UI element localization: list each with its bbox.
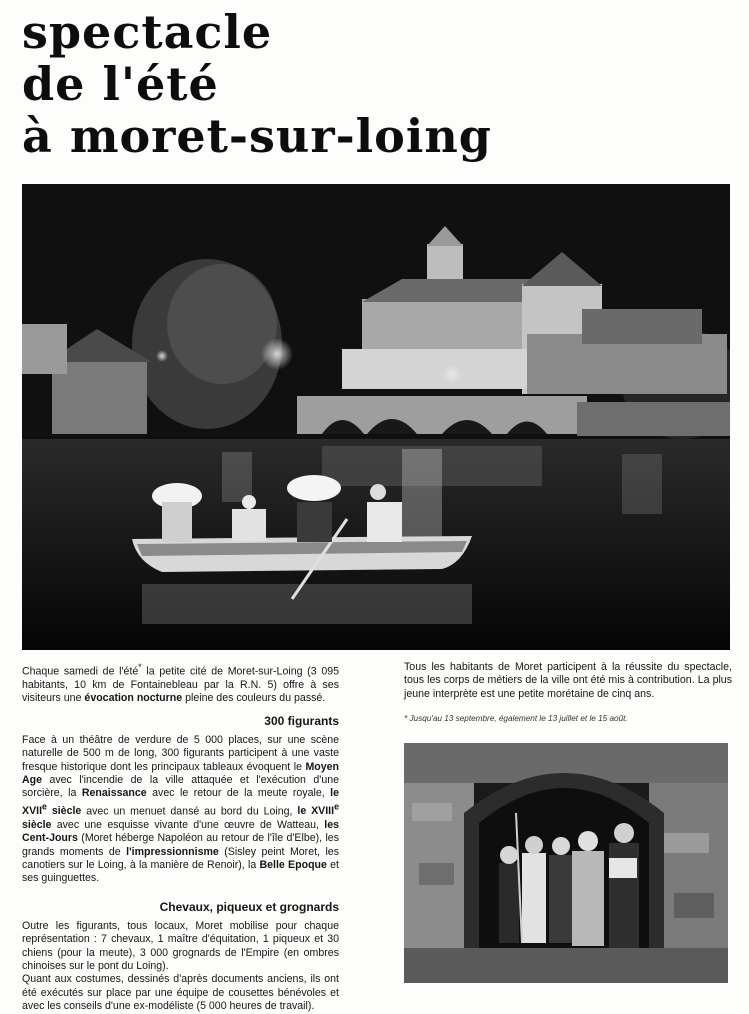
costumed-procession-photo-icon [404, 743, 728, 983]
night-boat-photo-icon [22, 184, 730, 650]
costumes-paragraph: Quant aux costumes, dessinés d'après documents anciens, ils ont été exécutés sur place par une équipe de cousettes bénévoles et avec les conseils d'une ex-modéliste (5 000 heures de travail). [22, 973, 339, 1013]
costumed-procession-photo [404, 743, 728, 983]
right-column [404, 661, 732, 724]
heading-figurants: 300 figurants [264, 713, 339, 728]
left-column [22, 661, 339, 1014]
title-line-2: de l'été [22, 57, 219, 111]
chevaux-paragraph: Outre les figurants, tous locaux, Moret mobilise pour chaque représentation : 7 chevaux, 1 maître d'équitation, 1 piqueux et 30 chiens (pour la meute), 3 000 grognards de l'Empire (en ombres chinoises sur le pont du Loing). [22, 919, 339, 972]
habitants-paragraph: Tous les habitants de Moret participent à la réussite du spectacle, tous les corps de métiers de la ville ont été mis à contribution. La plus jeune interprète est une petite morétaine de cinq ans. [404, 661, 732, 700]
title-line-1: spectacle [22, 5, 273, 59]
night-boat-photo [22, 184, 730, 650]
heading-chevaux: Chevaux, piqueux et grognards [159, 899, 339, 914]
figurants-paragraph: Face à un théâtre de verdure de 5 000 places, sur une scène naturelle de 500 m de long, 300 figurants participent à une vaste fresque historique dont les principaux tableaux évoquent le Moyen Age avec l'incendie de la ville attaquée et l'exécution d'une sorcière, la Renaissance avec le retour de la meute royale, le XVIIe siècle avec un menuet dansé au bord du Loing, le XVIIIe siècle avec une esquisse vivante d'une œuvre de Watteau, les Cent-Jours (Moret héberge Napoléon au retour de l'île d'Elbe), les grands moments de l'impressionnisme (Sisley peint Moret, les canotiers sur le Loing, à la manière de Renoir), la Belle Epoque et ses guinguettes. [22, 733, 339, 885]
title-line-3: à moret-sur-loing [22, 109, 492, 163]
article-title [22, 6, 492, 162]
footnote: * Jusqu'au 13 septembre, également le 13 juillet et le 15 août. [404, 714, 628, 724]
intro-paragraph: Chaque samedi de l'été* la petite cité de Moret-sur-Loing (3 095 habitants, 10 km de Fontainebleau par la R.N. 5) offre à ses visiteurs une évocation nocturne pleine des couleurs du passé. [22, 662, 339, 705]
